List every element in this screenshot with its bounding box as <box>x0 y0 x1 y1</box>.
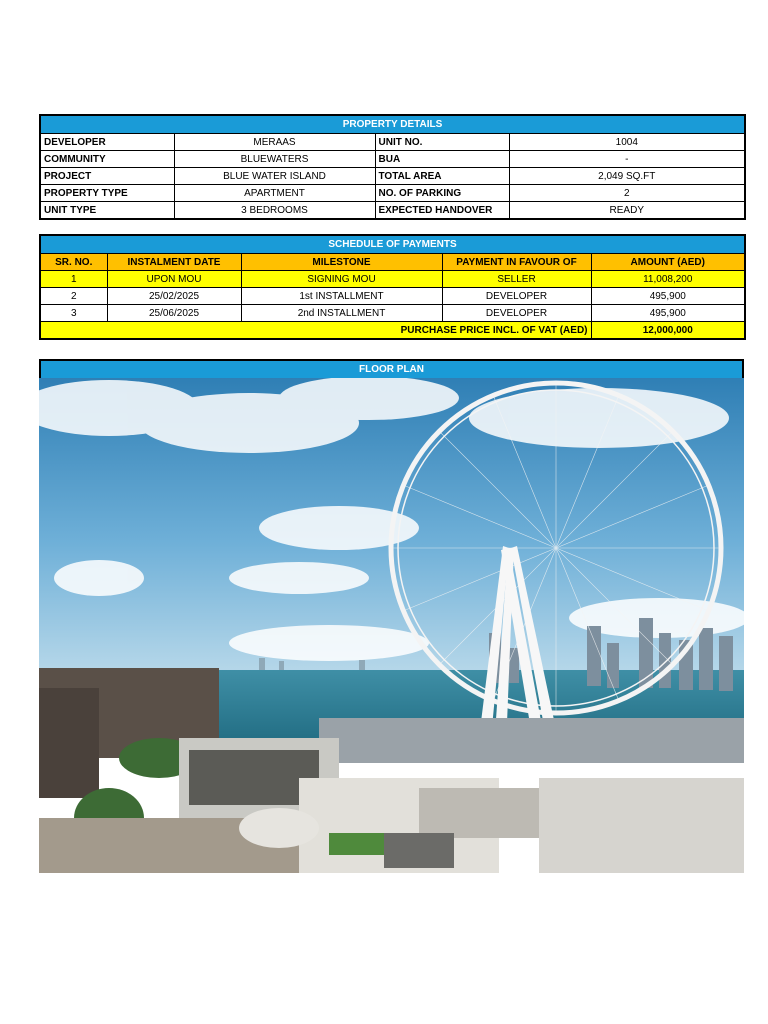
unit-type-label: UNIT TYPE <box>40 202 174 220</box>
col-header-milestone: MILESTONE <box>241 254 442 271</box>
property-details-table <box>39 114 746 220</box>
total-label: PURCHASE PRICE INCL. OF VAT (AED) <box>40 322 591 340</box>
table-row <box>40 271 745 288</box>
payment-schedule-table <box>39 234 746 340</box>
table-row <box>40 305 745 322</box>
bua-label: BUA <box>375 151 509 168</box>
table-row <box>40 151 745 168</box>
col-header-amount: AMOUNT (AED) <box>591 254 745 271</box>
community-value: BLUEWATERS <box>174 151 375 168</box>
sr-no-cell: 2 <box>40 288 107 305</box>
favour-cell: DEVELOPER <box>442 288 591 305</box>
col-header-sr-no: SR. NO. <box>40 254 107 271</box>
floor-plan-title: FLOOR PLAN <box>39 359 744 380</box>
payment-schedule-title: SCHEDULE OF PAYMENTS <box>40 235 745 254</box>
col-header-date: INSTALMENT DATE <box>107 254 241 271</box>
project-label: PROJECT <box>40 168 174 185</box>
unit-type-value: 3 BEDROOMS <box>174 202 375 220</box>
parking-value: 2 <box>509 185 745 202</box>
total-value: 12,000,000 <box>591 322 745 340</box>
favour-cell: DEVELOPER <box>442 305 591 322</box>
handover-value: READY <box>509 202 745 220</box>
amount-cell: 11,008,200 <box>591 271 745 288</box>
developer-label: DEVELOPER <box>40 134 174 151</box>
table-row <box>40 185 745 202</box>
developer-value: MERAAS <box>174 134 375 151</box>
amount-cell: 495,900 <box>591 288 745 305</box>
table-row <box>40 288 745 305</box>
date-cell: 25/02/2025 <box>107 288 241 305</box>
total-row <box>40 322 745 340</box>
total-area-label: TOTAL AREA <box>375 168 509 185</box>
project-value: BLUE WATER ISLAND <box>174 168 375 185</box>
date-cell: 25/06/2025 <box>107 305 241 322</box>
date-cell: UPON MOU <box>107 271 241 288</box>
milestone-cell: SIGNING MOU <box>241 271 442 288</box>
column-header-row <box>40 254 745 271</box>
milestone-cell: 1st INSTALLMENT <box>241 288 442 305</box>
sr-no-cell: 3 <box>40 305 107 322</box>
col-header-favour: PAYMENT IN FAVOUR OF <box>442 254 591 271</box>
property-details-title: PROPERTY DETAILS <box>40 115 745 134</box>
parking-label: NO. OF PARKING <box>375 185 509 202</box>
milestone-cell: 2nd INSTALLMENT <box>241 305 442 322</box>
community-label: COMMUNITY <box>40 151 174 168</box>
unit-no-label: UNIT NO. <box>375 134 509 151</box>
table-row <box>40 134 745 151</box>
property-type-label: PROPERTY TYPE <box>40 185 174 202</box>
table-row <box>40 202 745 220</box>
sr-no-cell: 1 <box>40 271 107 288</box>
favour-cell: SELLER <box>442 271 591 288</box>
handover-label: EXPECTED HANDOVER <box>375 202 509 220</box>
table-row <box>40 168 745 185</box>
total-area-value: 2,049 SQ.FT <box>509 168 745 185</box>
floor-plan-photo <box>39 378 744 873</box>
property-type-value: APARTMENT <box>174 185 375 202</box>
unit-no-value: 1004 <box>509 134 745 151</box>
amount-cell: 495,900 <box>591 305 745 322</box>
bua-value: - <box>509 151 745 168</box>
